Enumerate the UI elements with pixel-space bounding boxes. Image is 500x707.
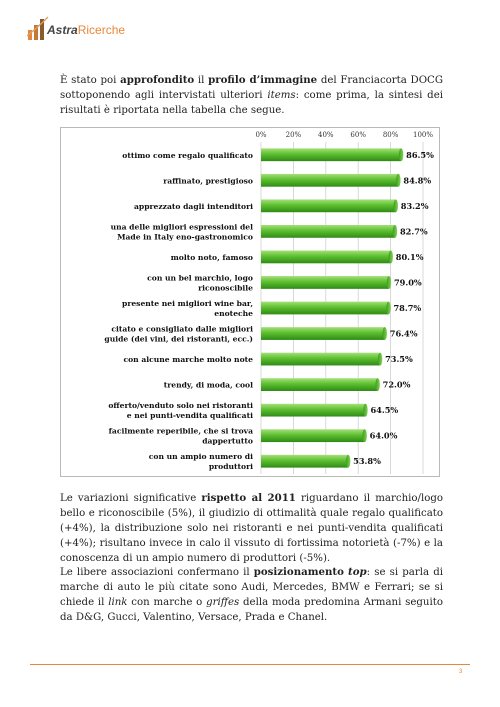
text-run: Le libere associazioni confermano il — [60, 567, 254, 578]
bold-run: profilo d’immagine — [208, 74, 318, 86]
bold-run: rispetto al 2011 — [201, 492, 296, 504]
bar — [261, 378, 378, 391]
category-labels — [104, 151, 253, 471]
bar — [261, 251, 391, 264]
value-label: 76.4% — [389, 328, 418, 339]
bar — [261, 327, 385, 340]
bar-end-cap — [393, 225, 397, 238]
category-label: facilmente reperibile, che si trova dappertutto — [108, 426, 253, 446]
image-profile-chart — [60, 127, 440, 477]
logo-brand: Astra — [47, 23, 78, 37]
value-label: 53.8% — [353, 456, 381, 467]
category-label: con un ampio numero di produttori — [148, 452, 253, 472]
bar — [261, 404, 365, 417]
value-label: 79.0% — [393, 277, 422, 288]
variations-paragraph — [60, 491, 443, 566]
category-label: con alcune marche molto note — [123, 355, 253, 365]
bar — [261, 276, 389, 289]
text-run: Le variazioni significative — [60, 493, 202, 504]
category-label: apprezzato dagli intenditori — [133, 201, 253, 211]
page-number: 3 — [459, 669, 463, 675]
x-tick-label: 20% — [285, 131, 302, 139]
value-label: 82.7% — [399, 226, 428, 237]
bar — [261, 302, 388, 315]
bar — [261, 225, 395, 238]
category-label: offerto/venduto solo nei ristoranti e nei punti-vendita qualificati — [108, 401, 253, 421]
bar — [261, 199, 396, 212]
bar — [261, 174, 398, 187]
associations-paragraph — [60, 565, 443, 625]
x-tick-label: 0% — [255, 131, 267, 139]
bar-end-cap — [383, 327, 387, 340]
bar-end-cap — [396, 174, 400, 187]
text-run: con marche o — [127, 597, 207, 608]
logo-bars-icon — [27, 14, 49, 42]
value-label: 86.5% — [406, 149, 434, 160]
value-label: 64.5% — [370, 405, 399, 416]
x-axis-ticks — [255, 131, 433, 139]
intro-paragraph — [60, 73, 443, 118]
bar — [261, 429, 365, 442]
bar-end-cap — [346, 455, 350, 468]
bar-end-cap — [386, 302, 390, 315]
bar-end-cap — [362, 429, 366, 442]
text-run: : come prima, la sintesi dei risultati è riportata nella tabella che segue. — [60, 90, 443, 116]
category-label: con un bel marchio, logo riconoscibile — [147, 273, 253, 293]
bar-end-cap — [363, 404, 367, 417]
category-label: molto noto, famoso — [170, 252, 253, 262]
bar — [261, 353, 380, 366]
bold-run: approfondito — [120, 74, 195, 86]
bold-run: posizionamento — [253, 566, 344, 578]
x-tick-label: 60% — [350, 131, 366, 139]
bar-end-cap — [399, 148, 403, 161]
category-label: presente nei migliori wine bar, enoteche — [122, 299, 253, 318]
category-label: raffinato, prestigioso — [163, 176, 253, 186]
x-tick-label: 100% — [412, 131, 434, 139]
value-label: 78.7% — [393, 303, 422, 313]
value-label: 72.0% — [382, 379, 411, 390]
text-run: È stato poi — [60, 75, 121, 86]
italic-run: items — [267, 90, 296, 101]
bar-end-cap — [389, 251, 393, 264]
text-run: il — [194, 75, 209, 86]
bold-italic-run: top — [348, 566, 367, 578]
italic-run: griffes — [206, 597, 240, 608]
x-tick-label: 80% — [382, 131, 399, 139]
value-label: 83.2% — [400, 200, 429, 211]
value-label: 84.8% — [403, 175, 432, 186]
category-label: ottimo come regalo qualificato — [122, 150, 253, 160]
footer-divider — [30, 664, 470, 665]
text-run: del Franciacorta DOCG sottoponendo agli intervistati ulteriori — [60, 75, 443, 101]
bar — [261, 455, 348, 468]
bar-end-cap — [387, 276, 391, 289]
italic-run: link — [108, 597, 128, 608]
bar-end-cap — [394, 199, 398, 212]
text-run: : se si parla di marche di auto le più citate sono Audi, Mercedes, BMW e Ferrari; se si chiede il — [60, 567, 443, 608]
bars — [261, 148, 403, 467]
value-label: 80.1% — [395, 251, 424, 262]
bar-end-cap — [378, 353, 382, 366]
text-run: della moda predomina Armani seguito da D&G, Gucci, Valentino, Versace, Prada e Chanel. — [60, 597, 443, 623]
text-run: riguardano il marchio/logo bello e riconoscibile (5%), il giudizio di ottimalità quale regalo qualificato (+4%), la distribuzione solo nei ristoranti e nei punti-vendita qualificati (+4%); risultano invece in calo il vissuto di fortissima notorietà (-7%) e la conoscenza di un ampio numero di produttori (-5%). — [60, 493, 444, 564]
value-label: 64.0% — [369, 430, 398, 441]
bar — [261, 148, 401, 161]
category-label: trendy, di moda, cool — [163, 380, 253, 390]
logo-wordmark — [47, 23, 125, 37]
category-label: una delle migliori espressioni del Made in Italy eno-gastronomico — [110, 222, 253, 242]
value-label: 73.5% — [385, 354, 413, 365]
logo-accent: Ricerche — [77, 23, 126, 37]
x-tick-label: 40% — [318, 131, 334, 139]
category-label: citato e consigliato dalle migliori guide (dei vini, dei ristoranti, ecc.) — [104, 324, 253, 344]
bar-chart-svg — [61, 128, 439, 476]
bar-end-cap — [375, 378, 379, 391]
